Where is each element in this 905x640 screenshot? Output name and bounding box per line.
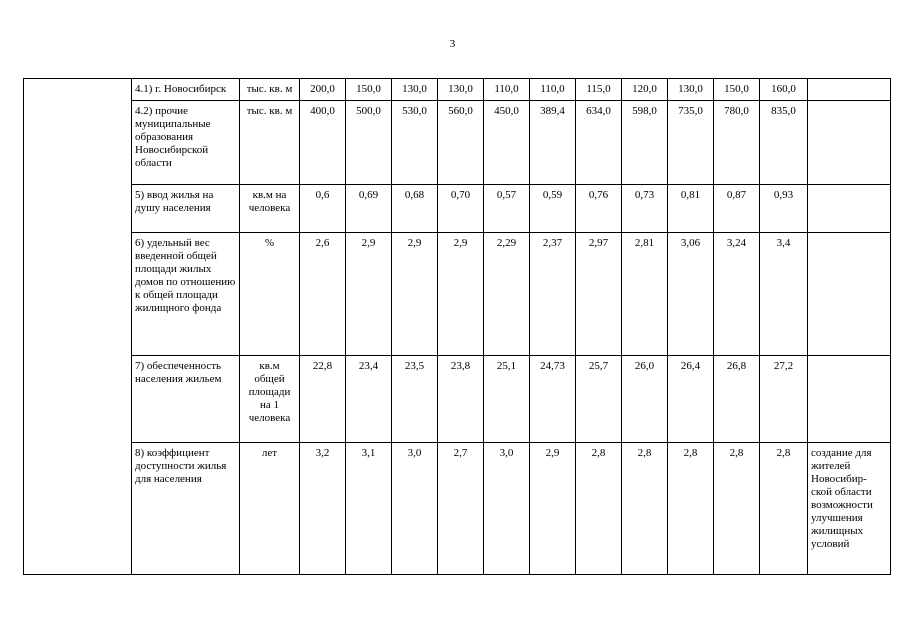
indicator-name: 8) коэффициент доступности жилья для населения <box>132 443 240 575</box>
table-row <box>24 79 891 101</box>
value-cell: 2,29 <box>484 233 530 356</box>
table-row <box>24 185 891 233</box>
value-cell: 150,0 <box>714 79 760 101</box>
value-cell: 634,0 <box>576 101 622 185</box>
value-cell: 2,97 <box>576 233 622 356</box>
unit-cell: кв.м общей площади на 1 человека <box>240 356 300 443</box>
unit-cell: тыс. кв. м <box>240 79 300 101</box>
value-cell: 2,9 <box>392 233 438 356</box>
value-cell: 0,69 <box>346 185 392 233</box>
value-cell: 23,5 <box>392 356 438 443</box>
value-cell: 26,0 <box>622 356 668 443</box>
note-cell <box>808 356 891 443</box>
value-cell: 2,9 <box>438 233 484 356</box>
indicator-name: 7) обеспеченность населения жильем <box>132 356 240 443</box>
value-cell: 389,4 <box>530 101 576 185</box>
value-cell: 0,70 <box>438 185 484 233</box>
value-cell: 780,0 <box>714 101 760 185</box>
unit-cell: тыс. кв. м <box>240 101 300 185</box>
value-cell: 3,06 <box>668 233 714 356</box>
value-cell: 26,4 <box>668 356 714 443</box>
value-cell: 25,1 <box>484 356 530 443</box>
value-cell: 2,9 <box>530 443 576 575</box>
unit-cell: % <box>240 233 300 356</box>
value-cell: 0,6 <box>300 185 346 233</box>
indicators-table <box>23 78 891 575</box>
unit-cell: кв.м на человека <box>240 185 300 233</box>
value-cell: 3,0 <box>484 443 530 575</box>
unit-cell: лет <box>240 443 300 575</box>
value-cell: 560,0 <box>438 101 484 185</box>
value-cell: 2,8 <box>622 443 668 575</box>
value-cell: 2,9 <box>346 233 392 356</box>
value-cell: 3,24 <box>714 233 760 356</box>
value-cell: 0,73 <box>622 185 668 233</box>
value-cell: 3,1 <box>346 443 392 575</box>
blank-cell <box>24 79 132 575</box>
note-cell <box>808 101 891 185</box>
value-cell: 23,4 <box>346 356 392 443</box>
value-cell: 530,0 <box>392 101 438 185</box>
note-cell: создание для жителей Новосибир-ской области возможности улучшения жилищных условий <box>808 443 891 575</box>
value-cell: 0,68 <box>392 185 438 233</box>
value-cell: 0,81 <box>668 185 714 233</box>
value-cell: 130,0 <box>438 79 484 101</box>
table-row <box>24 356 891 443</box>
value-cell: 130,0 <box>392 79 438 101</box>
indicator-name: 5) ввод жилья на душу населения <box>132 185 240 233</box>
value-cell: 110,0 <box>530 79 576 101</box>
value-cell: 27,2 <box>760 356 808 443</box>
value-cell: 2,8 <box>760 443 808 575</box>
value-cell: 130,0 <box>668 79 714 101</box>
value-cell: 115,0 <box>576 79 622 101</box>
note-cell <box>808 233 891 356</box>
note-cell <box>808 79 891 101</box>
value-cell: 0,93 <box>760 185 808 233</box>
value-cell: 2,7 <box>438 443 484 575</box>
value-cell: 25,7 <box>576 356 622 443</box>
value-cell: 2,81 <box>622 233 668 356</box>
value-cell: 3,4 <box>760 233 808 356</box>
value-cell: 2,6 <box>300 233 346 356</box>
value-cell: 2,37 <box>530 233 576 356</box>
value-cell: 450,0 <box>484 101 530 185</box>
note-cell <box>808 185 891 233</box>
indicator-name: 4.2) прочие муниципальные образования Новосибирской области <box>132 101 240 185</box>
value-cell: 24,73 <box>530 356 576 443</box>
value-cell: 3,2 <box>300 443 346 575</box>
value-cell: 500,0 <box>346 101 392 185</box>
table-row <box>24 101 891 185</box>
value-cell: 110,0 <box>484 79 530 101</box>
value-cell: 23,8 <box>438 356 484 443</box>
value-cell: 735,0 <box>668 101 714 185</box>
value-cell: 22,8 <box>300 356 346 443</box>
value-cell: 0,87 <box>714 185 760 233</box>
value-cell: 2,8 <box>576 443 622 575</box>
value-cell: 2,8 <box>714 443 760 575</box>
value-cell: 120,0 <box>622 79 668 101</box>
table-row <box>24 233 891 356</box>
value-cell: 150,0 <box>346 79 392 101</box>
table-row <box>24 443 891 575</box>
value-cell: 835,0 <box>760 101 808 185</box>
value-cell: 3,0 <box>392 443 438 575</box>
value-cell: 0,59 <box>530 185 576 233</box>
value-cell: 0,76 <box>576 185 622 233</box>
indicator-name: 4.1) г. Новосибирск <box>132 79 240 101</box>
value-cell: 598,0 <box>622 101 668 185</box>
value-cell: 0,57 <box>484 185 530 233</box>
page-number: 3 <box>449 38 456 50</box>
value-cell: 160,0 <box>760 79 808 101</box>
value-cell: 2,8 <box>668 443 714 575</box>
value-cell: 400,0 <box>300 101 346 185</box>
value-cell: 200,0 <box>300 79 346 101</box>
indicator-name: 6) удельный вес введенной общей площади жилых домов по отношению к общей площади жилищного фонда <box>132 233 240 356</box>
value-cell: 26,8 <box>714 356 760 443</box>
